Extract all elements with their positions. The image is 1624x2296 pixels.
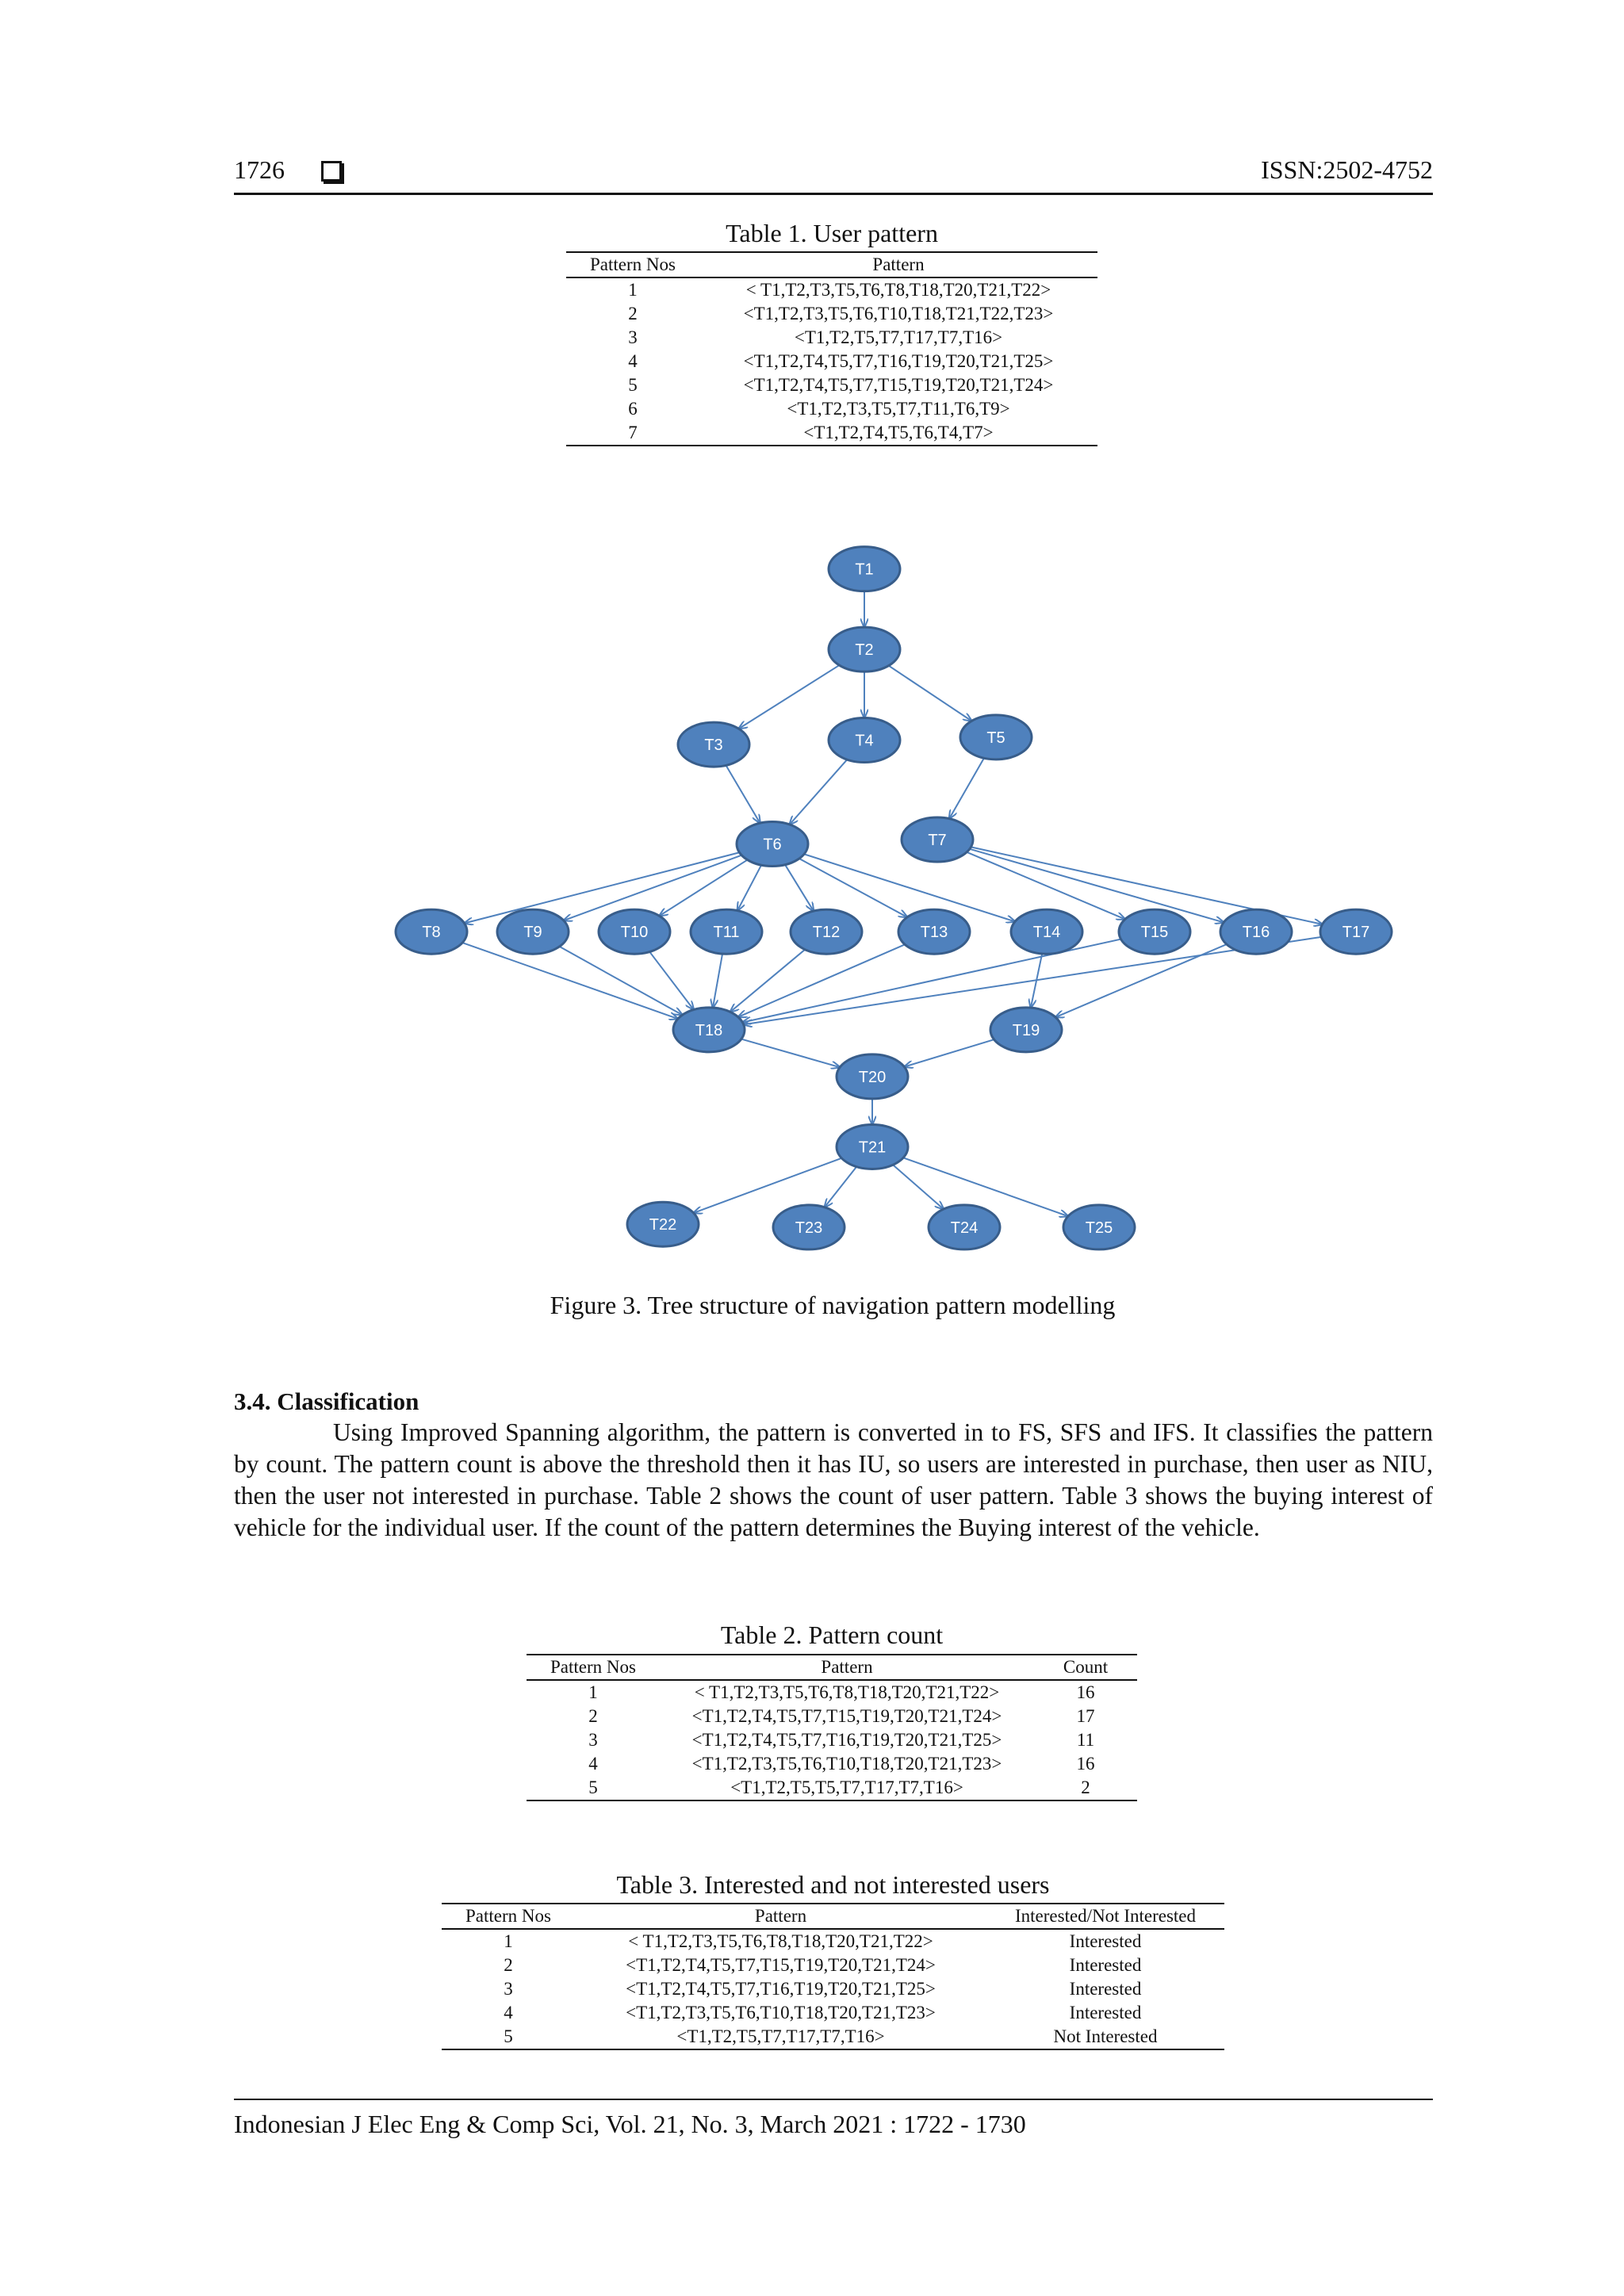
figure3-tree — [349, 523, 1370, 1261]
node-label: T23 — [795, 1219, 823, 1237]
table-cell: 2 — [1081, 1777, 1090, 1797]
table2-header-pattern: Pattern — [660, 1655, 1034, 1680]
node-label: T6 — [763, 836, 782, 854]
table2-header-count: Count — [1034, 1655, 1137, 1680]
table-cell: Not Interested — [1053, 2026, 1158, 2046]
table-cell: 1 — [588, 1682, 598, 1702]
table-cell: 2 — [628, 304, 638, 323]
node-t10 — [599, 909, 670, 954]
edge-t13-t18 — [738, 944, 905, 1017]
table-cell: <T1,T2,T3,T5,T6,T10,T18,T20,T21,T23> — [626, 2003, 936, 2022]
edge-t18-t20 — [741, 1039, 840, 1068]
footer-citation: Indonesian J Elec Eng & Comp Sci, Vol. 21, No. 3, March 2021 : 1722 - 1730 — [234, 2110, 1026, 2138]
node-t17 — [1320, 909, 1392, 954]
section-heading: 3.4. Classification — [234, 1387, 419, 1415]
edge-t4-t6 — [790, 760, 848, 825]
node-label: T21 — [858, 1138, 887, 1157]
table2-header-pattern-nos: Pattern Nos — [527, 1655, 660, 1680]
node-label: T10 — [620, 924, 649, 942]
table-cell: 4 — [504, 2003, 513, 2022]
node-t2 — [829, 627, 900, 672]
node-t16 — [1220, 909, 1292, 954]
edge-t6-t8 — [465, 852, 740, 923]
node-label: T7 — [928, 832, 947, 849]
table-cell: Interested — [1069, 1931, 1142, 1951]
node-t1 — [829, 547, 900, 591]
table-row — [566, 350, 1097, 373]
table-cell: <T1,T2,T3,T5,T6,T10,T18,T20,T21,T23> — [691, 1754, 1002, 1774]
table1-header-pattern: Pattern — [699, 252, 1097, 277]
table-cell: <T1,T2,T4,T5,T7,T16,T19,T20,T21,T25> — [691, 1730, 1002, 1750]
table-cell: 16 — [1076, 1754, 1095, 1774]
node-t19 — [990, 1008, 1062, 1052]
edge-t7-t16 — [970, 849, 1224, 923]
table-row — [566, 326, 1097, 350]
table-cell: 16 — [1076, 1682, 1095, 1702]
edge-t2-t5 — [889, 666, 972, 721]
table-row — [442, 2025, 1224, 2049]
table-row — [566, 277, 1097, 302]
table-cell: 3 — [628, 327, 638, 347]
table-cell: Interested — [1069, 1955, 1142, 1975]
node-t3 — [678, 722, 749, 767]
table-row — [566, 302, 1097, 326]
node-t11 — [691, 909, 762, 954]
edge-t21-t22 — [694, 1158, 842, 1213]
table-cell: < T1,T2,T3,T5,T6,T8,T18,T20,T21,T22> — [745, 280, 1051, 300]
node-t24 — [929, 1205, 1000, 1249]
table-cell: <T1,T2,T3,T5,T7,T11,T6,T9> — [787, 399, 1010, 419]
node-t8 — [396, 909, 467, 954]
node-label: T2 — [855, 641, 874, 660]
table-cell: Interested — [1069, 2003, 1142, 2022]
issn: ISSN:2502-4752 — [1261, 155, 1433, 184]
edge-t2-t3 — [739, 665, 840, 729]
node-label: T5 — [986, 729, 1005, 747]
node-label: T13 — [920, 924, 948, 942]
node-t7 — [902, 817, 973, 862]
node-label: T1 — [855, 561, 874, 579]
table-row — [566, 373, 1097, 397]
node-label: T19 — [1012, 1021, 1040, 1039]
table-cell: 1 — [628, 280, 638, 300]
table-cell: 1 — [504, 1931, 513, 1951]
table-cell: 3 — [504, 1979, 513, 1999]
node-t15 — [1119, 909, 1190, 954]
table-cell: 2 — [588, 1706, 598, 1726]
table3-header-pattern-nos: Pattern Nos — [442, 1904, 575, 1929]
table1-header-pattern-nos: Pattern Nos — [566, 252, 699, 277]
table-row — [527, 1752, 1137, 1776]
table-cell: <T1,T2,T4,T5,T7,T15,T19,T20,T21,T24> — [691, 1706, 1002, 1726]
section-body: Using Improved Spanning algorithm, the pattern is converted in to FS, SFS and IFS. It classifies the pattern by count. The pattern count is above the threshold then it has IU, so users are interested in purchase, then user as NIU, then the user not interested in purchase. Table 2 shows the count of user pattern. Table 3 shows the buying interest of vehicle for the individual user. If the count of the pattern determines the Buying interest of the vehicle. — [234, 1418, 1433, 1541]
edge-t6-t11 — [737, 865, 761, 910]
edge-t3-t6 — [726, 765, 760, 823]
page-number: 1726 — [234, 155, 285, 184]
node-t5 — [960, 715, 1032, 760]
table-row — [442, 2001, 1224, 2025]
node-label: T17 — [1342, 924, 1370, 942]
table-cell: <T1,T2,T4,T5,T7,T16,T19,T20,T21,T25> — [626, 1979, 936, 1999]
edge-t21-t23 — [825, 1167, 856, 1207]
table1-caption: Table 1. User pattern — [726, 219, 938, 247]
table-cell: <T1,T2,T4,T5,T7,T15,T19,T20,T21,T24> — [743, 375, 1054, 395]
node-t9 — [497, 909, 569, 954]
node-t23 — [773, 1205, 845, 1249]
table-row — [442, 1929, 1224, 1954]
node-t6 — [737, 822, 808, 867]
table3 — [442, 1903, 1224, 2050]
edge-t21-t24 — [893, 1165, 944, 1209]
table-cell: < T1,T2,T3,T5,T6,T8,T18,T20,T21,T22> — [694, 1682, 1000, 1702]
table3-caption: Table 3. Interested and not interested users — [616, 1870, 1050, 1899]
table-cell: <T1,T2,T4,T5,T6,T4,T7> — [803, 423, 994, 442]
edge-t12-t18 — [730, 950, 805, 1012]
node-label: T3 — [704, 737, 723, 755]
edge-t6-t10 — [659, 860, 747, 916]
edge-t16-t19 — [1055, 944, 1227, 1017]
node-label: T11 — [713, 924, 740, 942]
node-t4 — [829, 718, 900, 763]
edge-t8-t18 — [462, 943, 678, 1019]
node-label: T18 — [695, 1021, 723, 1039]
edge-t6-t12 — [785, 865, 814, 911]
table-cell: <T1,T2,T5,T7,T17,T7,T16> — [794, 327, 1003, 347]
table-cell: 4 — [628, 351, 638, 371]
figure3-svg — [349, 523, 1370, 1261]
edge-t6-t13 — [799, 859, 907, 917]
table-cell: 4 — [588, 1754, 598, 1774]
node-label: T16 — [1242, 924, 1270, 942]
table3-header-pattern: Pattern — [575, 1904, 986, 1929]
edge-t9-t18 — [560, 947, 683, 1015]
table-row — [527, 1728, 1137, 1752]
node-t21 — [837, 1124, 908, 1169]
node-label: T24 — [950, 1219, 979, 1237]
node-label: T22 — [649, 1216, 677, 1234]
table-row — [527, 1705, 1137, 1728]
table-cell: <T1,T2,T4,T5,T7,T16,T19,T20,T21,T25> — [743, 351, 1054, 371]
table-row — [442, 1977, 1224, 2001]
table-row — [566, 421, 1097, 446]
table3-header-interest: Interested/Not Interested — [986, 1904, 1224, 1929]
node-label: T25 — [1085, 1219, 1113, 1237]
edge-t11-t18 — [713, 954, 722, 1008]
node-label: T9 — [523, 924, 542, 942]
table-cell: <T1,T2,T5,T7,T17,T7,T16> — [676, 2026, 885, 2046]
node-label: T15 — [1140, 924, 1169, 942]
table-cell: <T1,T2,T4,T5,T7,T15,T19,T20,T21,T24> — [626, 1955, 936, 1975]
node-label: T4 — [855, 732, 874, 750]
table-row — [527, 1680, 1137, 1705]
node-label: T20 — [858, 1068, 887, 1086]
table-cell: 6 — [628, 399, 638, 419]
table-cell: <T1,T2,T3,T5,T6,T10,T18,T21,T22,T23> — [743, 304, 1054, 323]
table-cell: Interested — [1069, 1979, 1142, 1999]
table2 — [527, 1654, 1137, 1801]
table-cell: 2 — [504, 1955, 513, 1975]
node-t20 — [837, 1054, 908, 1099]
edge-t21-t25 — [903, 1158, 1068, 1216]
node-label: T8 — [422, 924, 441, 942]
node-t13 — [898, 909, 970, 954]
table-row — [566, 397, 1097, 421]
node-t22 — [627, 1202, 699, 1246]
checkbox-square-icon — [321, 161, 342, 182]
node-t14 — [1011, 909, 1082, 954]
node-label: T12 — [812, 924, 841, 942]
edge-t19-t20 — [904, 1039, 994, 1066]
header-rule — [234, 193, 1433, 195]
table-cell: 5 — [504, 2026, 513, 2046]
table-row — [527, 1776, 1137, 1800]
table-row — [442, 1954, 1224, 1977]
node-t25 — [1063, 1205, 1135, 1249]
table1 — [566, 251, 1097, 446]
table-cell: 7 — [628, 423, 638, 442]
table2-caption: Table 2. Pattern count — [720, 1621, 944, 1649]
node-t12 — [791, 909, 862, 954]
table-cell: < T1,T2,T3,T5,T6,T8,T18,T20,T21,T22> — [628, 1931, 933, 1951]
table-cell: 5 — [628, 375, 638, 395]
node-label: T14 — [1032, 924, 1061, 942]
table-cell: <T1,T2,T5,T5,T7,T17,T7,T16> — [730, 1777, 963, 1797]
edge-t5-t7 — [949, 758, 984, 818]
node-t18 — [673, 1008, 745, 1052]
table-cell: 17 — [1076, 1706, 1095, 1726]
footer-rule — [234, 2099, 1433, 2100]
table-cell: 3 — [588, 1730, 598, 1750]
table-cell: 5 — [588, 1777, 598, 1797]
table-cell: 11 — [1076, 1730, 1095, 1750]
figure3-caption: Figure 3. Tree structure of navigation pattern modelling — [550, 1291, 1116, 1319]
